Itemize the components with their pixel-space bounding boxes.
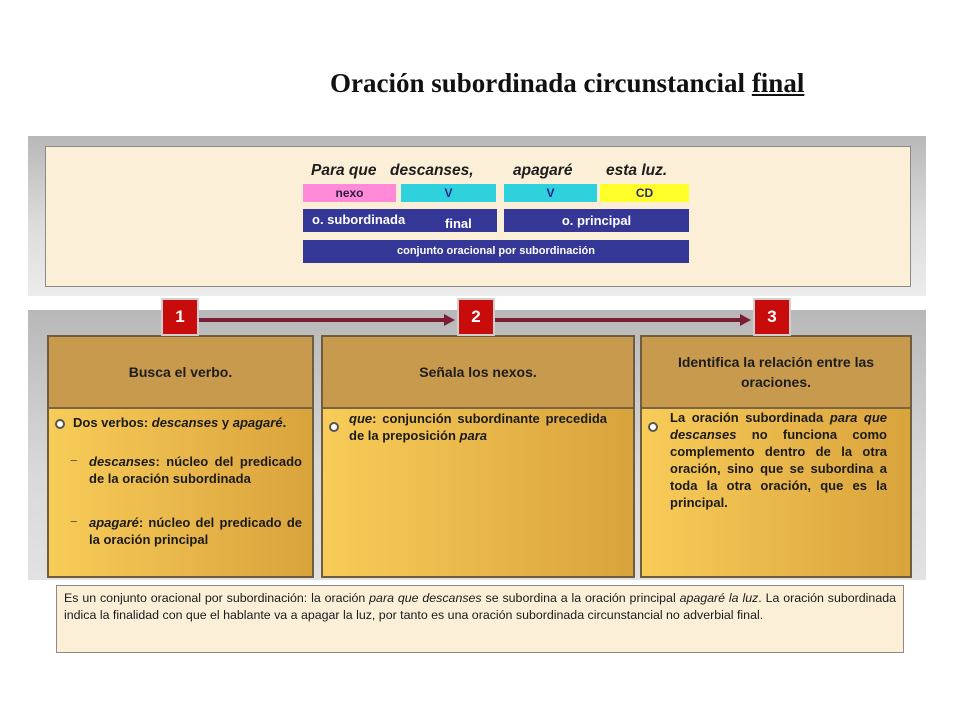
sentence-verb2: apagaré <box>513 162 573 179</box>
tag-cd: CD <box>600 184 689 202</box>
bar-whole-sentence: conjunto oracional por subordinación <box>303 240 689 263</box>
bar-subordinate-label: o. subordinada <box>312 212 406 227</box>
tag-verb-1: V <box>401 184 496 202</box>
col1-sub-2: apagaré: núcleo del predicado de la oración principal <box>89 515 302 547</box>
step-number-2: 2 <box>457 298 495 336</box>
bar-principal: o. principal <box>504 209 689 232</box>
step-card-1-title: Busca el verbo. <box>49 337 312 409</box>
sentence-object: esta luz. <box>606 162 668 179</box>
tag-verb-2: V <box>504 184 597 202</box>
bar-final-label: final <box>445 216 472 231</box>
col1-bullet-1: Dos verbos: descanses y apagaré. <box>73 415 287 430</box>
step-card-2-title: Señala los nexos. <box>323 337 633 409</box>
tag-nexo: nexo <box>303 184 396 202</box>
step-number-1: 1 <box>161 298 199 336</box>
col3-text: La oración subordinada para que descanses no funciona como complemento dentro de la otra oración, sino que se subordina a toda la otra oración, que es la principal. <box>670 410 888 510</box>
sentence-nexo: Para que <box>311 162 377 179</box>
right-arrow-icon <box>199 314 455 326</box>
col1-sub-1: descanses: núcleo del predicado de la oración subordinada <box>89 454 302 486</box>
dash-bullet-icon: − <box>70 514 78 529</box>
step-number-3: 3 <box>753 298 791 336</box>
title-main: Oración subordinada circunstancial <box>330 68 746 98</box>
sentence-verb1: descanses, <box>390 162 474 179</box>
title-underlined: final <box>751 68 805 98</box>
summary-box: Es un conjunto oracional por subordinación: la oración para que descanses se subordina a la oración principal apagaré la luz. La oración subordinada indica la finalidad con que el hablante va a apagar la luz, por tanto es una oración subordinada circunstancial no adverbial final. <box>56 585 904 653</box>
step-card-3-title: Identifica la relación entre las oraciones. <box>642 337 910 409</box>
right-arrow-icon <box>495 314 751 326</box>
dash-bullet-icon: − <box>70 453 78 468</box>
col2-text: que: conjunción subordinante precedida de la preposición para <box>349 411 607 443</box>
